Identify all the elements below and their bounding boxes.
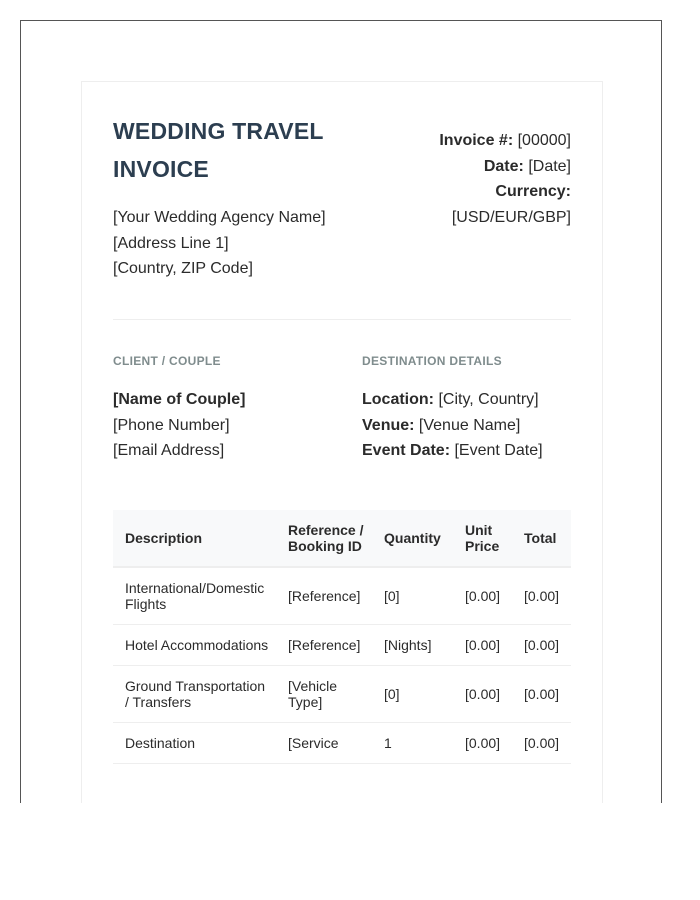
header-divider bbox=[113, 319, 571, 320]
cell-quantity: 1 bbox=[376, 723, 457, 764]
line-items-table bbox=[113, 510, 571, 764]
cell-reference: [Reference] bbox=[280, 567, 376, 625]
cell-total: [0.00] bbox=[516, 567, 571, 625]
cell-description: Hotel Accommodations bbox=[113, 625, 280, 666]
cell-reference: [Service bbox=[280, 723, 376, 764]
header-reference: Reference / Booking ID bbox=[280, 510, 376, 567]
header-unit-price: Unit Price bbox=[457, 510, 516, 567]
currency-label: Currency: bbox=[495, 183, 571, 200]
couple-name: [Name of Couple] bbox=[113, 391, 246, 408]
invoice-number-value: [00000] bbox=[517, 132, 571, 149]
cell-description: Destination bbox=[113, 723, 280, 764]
cell-quantity: [0] bbox=[376, 666, 457, 723]
location-label: Location: bbox=[362, 391, 434, 408]
destination-block bbox=[362, 387, 543, 464]
venue-line bbox=[362, 413, 543, 439]
cell-total: [0.00] bbox=[516, 723, 571, 764]
event-date-label: Event Date: bbox=[362, 442, 451, 459]
cell-reference: [Reference] bbox=[280, 625, 376, 666]
location-line bbox=[362, 387, 543, 413]
header-quantity: Quantity bbox=[376, 510, 457, 567]
agency-name: [Your Wedding Agency Name] bbox=[113, 209, 326, 226]
cell-quantity: [0] bbox=[376, 567, 457, 625]
cell-description: Ground Transportation / Transfers bbox=[113, 666, 280, 723]
event-date-line bbox=[362, 438, 543, 464]
currency-value: [USD/EUR/GBP] bbox=[451, 208, 571, 226]
cell-description: International/Domestic Flights bbox=[113, 567, 280, 625]
cell-unit-price: [0.00] bbox=[457, 723, 516, 764]
header-description: Description bbox=[113, 510, 280, 567]
cell-total: [0.00] bbox=[516, 666, 571, 723]
location-value: [City, Country] bbox=[438, 391, 539, 408]
invoice-date-value: [Date] bbox=[528, 157, 571, 175]
destination-heading: DESTINATION DETAILS bbox=[362, 354, 502, 368]
agency-country-zip: [Country, ZIP Code] bbox=[113, 260, 253, 277]
cell-reference: [Vehicle Type] bbox=[280, 666, 376, 723]
table-row bbox=[113, 666, 571, 723]
cell-unit-price: [0.00] bbox=[457, 567, 516, 625]
table-row bbox=[113, 625, 571, 666]
agency-block bbox=[113, 205, 326, 282]
cell-unit-price: [0.00] bbox=[457, 625, 516, 666]
cell-quantity: [Nights] bbox=[376, 625, 457, 666]
table-header-row bbox=[113, 510, 571, 567]
header-total: Total bbox=[516, 510, 571, 567]
event-date-value: [Event Date] bbox=[454, 442, 543, 459]
invoice-title: WEDDING TRAVEL INVOICE bbox=[113, 118, 324, 182]
invoice-date-line bbox=[439, 154, 571, 180]
invoice-sheet bbox=[81, 81, 603, 803]
cell-total: [0.00] bbox=[516, 625, 571, 666]
table-row bbox=[113, 723, 571, 764]
venue-value: [Venue Name] bbox=[418, 416, 521, 434]
table-row bbox=[113, 567, 571, 625]
venue-label: Venue: bbox=[362, 416, 415, 434]
client-email: [Email Address] bbox=[113, 442, 225, 459]
client-block bbox=[113, 387, 245, 464]
invoice-number-line bbox=[439, 128, 571, 154]
agency-address: [Address Line 1] bbox=[113, 234, 229, 252]
client-heading: CLIENT / COUPLE bbox=[113, 354, 221, 368]
cell-unit-price: [0.00] bbox=[457, 666, 516, 723]
invoice-meta bbox=[439, 128, 571, 230]
invoice-date-label: Date: bbox=[483, 157, 524, 175]
page-frame bbox=[20, 20, 662, 803]
client-phone: [Phone Number] bbox=[113, 416, 230, 434]
invoice-number-label: Invoice #: bbox=[439, 132, 514, 149]
